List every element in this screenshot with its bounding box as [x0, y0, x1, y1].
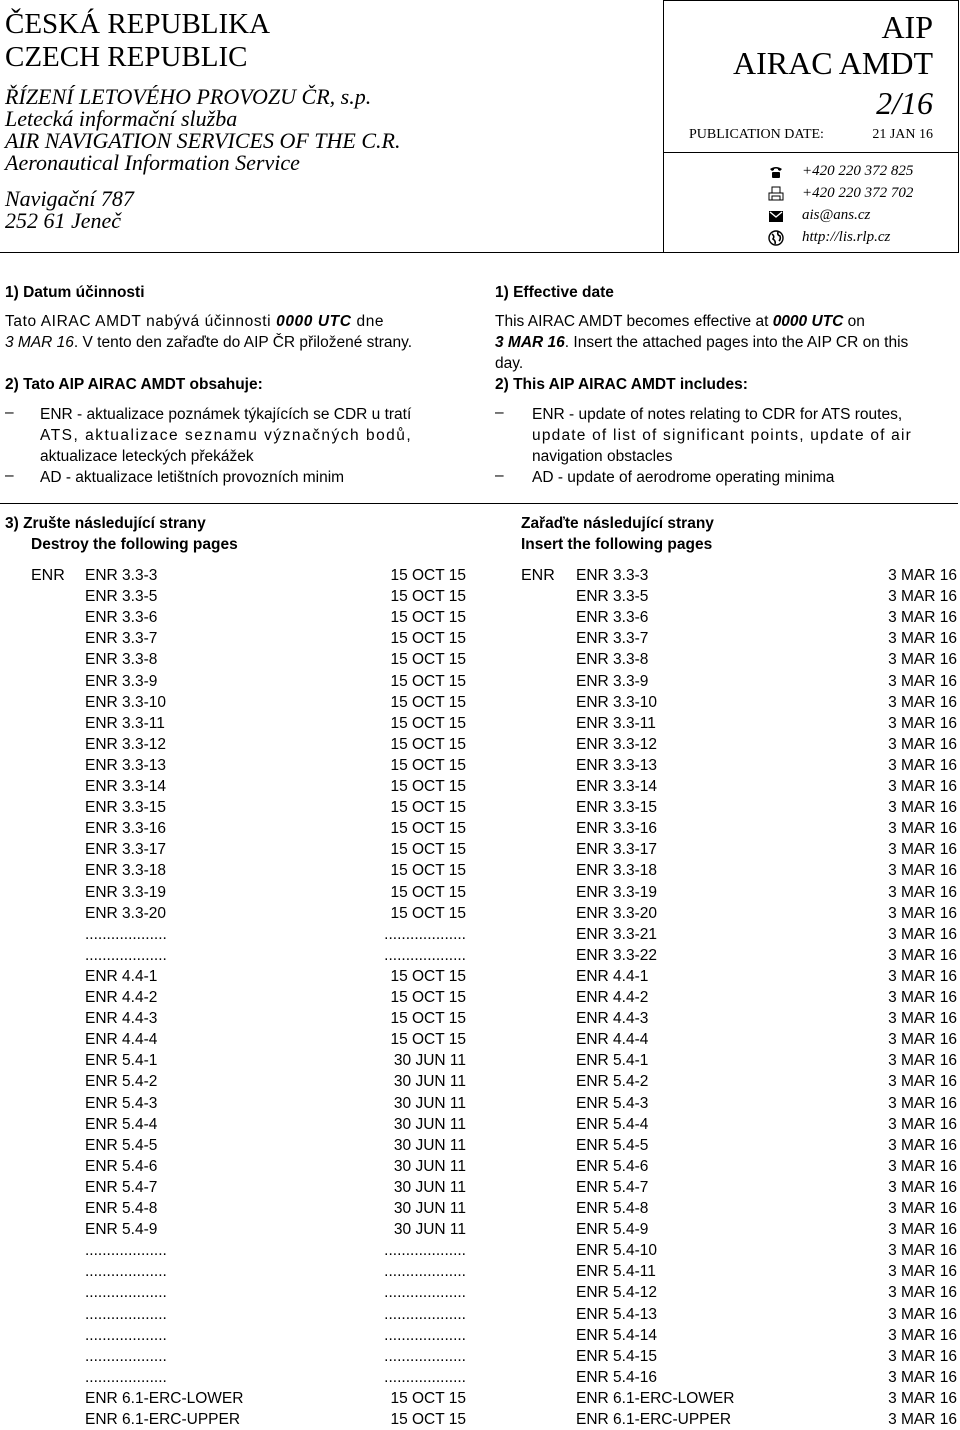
destroy-page-id: ENR 4.4-3	[85, 1010, 158, 1028]
insert-page-id: ENR 5.4-13	[576, 1305, 657, 1323]
envelope-icon	[768, 208, 784, 224]
destroy-page-date: 15 OCT 15	[390, 799, 466, 817]
insert-page-date: 3 MAR 16	[888, 1094, 957, 1112]
insert-page-date: 3 MAR 16	[888, 567, 957, 584]
insert-page-date: 3 MAR 16	[888, 1221, 957, 1239]
destroy-page-id: ...................	[85, 1347, 167, 1365]
address-city: 252 61 Jeneč	[5, 208, 122, 233]
destroy-page-id: ...................	[85, 1368, 167, 1386]
insert-page-date: 3 MAR 16	[888, 1263, 957, 1281]
insert-page-id: ENR 3.3-3	[576, 567, 649, 584]
insert-page-date: 3 MAR 16	[888, 904, 957, 922]
destroy-page-id: ...................	[85, 925, 167, 943]
insert-page-id: ENR 4.4-1	[576, 967, 649, 985]
cz-section1-line2: 3 MAR 16. V tento den zařaďte do AIP ČR přiložené strany.	[5, 334, 413, 351]
insert-page-id: ENR 3.3-20	[576, 904, 657, 922]
contact-email: ais@ans.cz	[664, 207, 958, 229]
insert-page-id: ENR 3.3-6	[576, 609, 649, 627]
destroy-page-id: ENR 5.4-3	[85, 1094, 158, 1112]
destroy-page-id: ENR 6.1-ERC-LOWER	[85, 1389, 244, 1407]
destroy-page-id: ENR 5.4-5	[85, 1136, 158, 1154]
insert-page-date: 3 MAR 16	[888, 630, 957, 648]
insert-page-id: ENR 3.3-22	[576, 946, 657, 964]
destroy-heading-cz: 3) Zrušte následující strany	[5, 515, 206, 532]
destroy-page-date: 30 JUN 11	[393, 1136, 466, 1154]
insert-page-date: 3 MAR 16	[888, 1031, 957, 1049]
destroy-page-id: ENR 3.3-20	[85, 904, 166, 922]
cz-item1: ENR - aktualizace poznámek týkajících se CDR u tratí ATS, aktualizace seznamu význačných bodů, aktualizace leteckých překážek	[40, 406, 413, 465]
destroy-page-id: ENR 3.3-10	[85, 693, 166, 711]
insert-page-date: 3 MAR 16	[888, 588, 957, 606]
insert-page-date: 3 MAR 16	[888, 841, 957, 859]
destroy-page-id: ...................	[85, 1305, 167, 1323]
amdt-box	[663, 0, 959, 253]
destroy-page-id: ENR 3.3-19	[85, 883, 166, 901]
insert-page-id: ENR 5.4-5	[576, 1136, 649, 1154]
insert-page-date: 3 MAR 16	[888, 756, 957, 774]
insert-heading-cz: Zařaďte následující strany	[521, 515, 714, 532]
insert-page-date: 3 MAR 16	[888, 1389, 957, 1407]
insert-page-id: ENR 3.3-5	[576, 588, 649, 606]
insert-page-id: ENR 5.4-8	[576, 1200, 649, 1217]
destroy-page-date: 15 OCT 15	[390, 672, 466, 690]
destroy-page-date: 15 OCT 15	[390, 609, 466, 627]
insert-page-date: 3 MAR 16	[888, 862, 957, 880]
destroy-page-date: 30 JUN 11	[393, 1094, 466, 1112]
service-en: Aeronautical Information Service	[5, 150, 300, 175]
destroy-page-id: ENR 3.3-9	[85, 672, 158, 690]
destroy-page-id: ENR 5.4-2	[85, 1073, 158, 1091]
destroy-page-date: ...................	[384, 1326, 466, 1344]
destroy-page-id: ENR 3.3-5	[85, 588, 158, 606]
insert-page-id: ENR 3.3-19	[576, 883, 657, 901]
insert-page-id: ENR 5.4-4	[576, 1115, 649, 1133]
insert-page-date: 3 MAR 16	[888, 609, 957, 627]
insert-page-date: 3 MAR 16	[888, 1136, 957, 1154]
destroy-page-date: ...................	[384, 1242, 466, 1260]
destroy-page-id: ENR 3.3-14	[85, 778, 166, 795]
destroy-page-id: ENR 3.3-13	[85, 756, 166, 774]
destroy-page-date: 15 OCT 15	[390, 778, 466, 795]
destroy-page-date: ...................	[384, 1347, 466, 1365]
issuer-block	[5, 8, 655, 232]
destroy-page-date: 30 JUN 11	[393, 1221, 466, 1239]
insert-page-date: 3 MAR 16	[888, 1052, 957, 1070]
destroy-page-id: ENR 4.4-1	[85, 967, 158, 985]
publication-date-label: PUBLICATION DATE:	[689, 127, 824, 142]
contact-fax: +420 220 372 702	[664, 185, 958, 207]
destroy-page-date: 15 OCT 15	[390, 1010, 466, 1028]
insert-page-id: ENR 5.4-14	[576, 1326, 657, 1344]
address-street: Navigační 787	[5, 186, 134, 211]
insert-page-id: ENR 3.3-15	[576, 799, 657, 817]
header-divider	[664, 152, 958, 153]
destroy-page-date: 15 OCT 15	[390, 1411, 466, 1428]
insert-page-id: ENR 5.4-16	[576, 1368, 657, 1386]
insert-page-id: ENR 6.1-ERC-UPPER	[576, 1411, 732, 1428]
insert-page-id: ENR 5.4-1	[576, 1052, 649, 1070]
insert-page-id: ENR 5.4-9	[576, 1221, 649, 1239]
web-link[interactable]: http://lis.rlp.cz	[802, 229, 891, 245]
destroy-page-id: ENR 3.3-8	[85, 651, 158, 669]
destroy-page-date: 15 OCT 15	[390, 756, 466, 774]
insert-page-date: 3 MAR 16	[888, 1305, 957, 1323]
insert-page-id: ENR 3.3-13	[576, 756, 657, 774]
destroy-page-id: ENR 4.4-2	[85, 989, 158, 1006]
insert-page-date: 3 MAR 16	[888, 1178, 957, 1196]
destroy-page-date: 15 OCT 15	[390, 714, 466, 732]
insert-page-date: 3 MAR 16	[888, 883, 957, 901]
destroy-page-id: ENR 5.4-7	[85, 1178, 158, 1196]
cz-item2: AD - aktualizace letištních provozních minim	[40, 469, 345, 486]
insert-page-date: 3 MAR 16	[888, 1010, 957, 1028]
en-section2-title: 2) This AIP AIRAC AMDT includes:	[495, 376, 748, 393]
destroy-section-label: ENR	[31, 567, 65, 584]
destroy-page-date: 15 OCT 15	[390, 989, 466, 1006]
insert-page-date: 3 MAR 16	[888, 714, 957, 732]
destroy-page-date: ...................	[384, 1263, 466, 1281]
destroy-page-id: ENR 5.4-9	[85, 1221, 158, 1239]
en-section1-line2: 3 MAR 16. Insert the attached pages into the AIP CR on this	[495, 334, 909, 351]
destroy-page-id: ENR 5.4-1	[85, 1052, 158, 1070]
insert-page-date: 3 MAR 16	[888, 1347, 957, 1365]
insert-page-date: 3 MAR 16	[888, 1284, 957, 1302]
insert-page-id: ENR 3.3-21	[576, 925, 657, 943]
insert-page-id: ENR 5.4-10	[576, 1242, 657, 1260]
contact-web	[664, 229, 958, 251]
document-header	[0, 0, 958, 253]
insert-page-id: ENR 5.4-11	[576, 1263, 656, 1281]
destroy-page-date: 30 JUN 11	[393, 1157, 466, 1175]
destroy-page-date: 15 OCT 15	[390, 862, 466, 880]
service-cz: Letecká informační služba	[5, 106, 238, 131]
destroy-page-date: 15 OCT 15	[390, 967, 466, 985]
destroy-page-date: 15 OCT 15	[390, 841, 466, 859]
insert-page-id: ENR 5.4-7	[576, 1178, 649, 1196]
insert-page-date: 3 MAR 16	[888, 735, 957, 753]
destroy-page-date: 15 OCT 15	[390, 630, 466, 648]
insert-page-id: ENR 3.3-14	[576, 778, 657, 795]
destroy-page-id: ENR 5.4-8	[85, 1200, 158, 1217]
publication-date-value: 21 JAN 16	[872, 127, 933, 142]
destroy-page-date: ...................	[384, 925, 466, 943]
globe-icon	[768, 230, 784, 246]
destroy-page-id: ENR 3.3-15	[85, 799, 166, 817]
destroy-page-id: ENR 3.3-17	[85, 841, 166, 859]
cz-section1-line1: Tato AIRAC AMDT nabývá účinnosti 0000 UTC dne	[5, 313, 385, 330]
amdt-number: 2/16	[876, 85, 933, 121]
insert-page-date: 3 MAR 16	[888, 1157, 957, 1175]
destroy-page-date: 30 JUN 11	[393, 1200, 466, 1217]
insert-page-date: 3 MAR 16	[888, 1115, 957, 1133]
insert-page-id: ENR 4.4-2	[576, 989, 649, 1006]
fax-icon	[768, 186, 784, 202]
insert-page-date: 3 MAR 16	[888, 1368, 957, 1386]
cz-section1-title: 1) Datum účinnosti	[5, 284, 145, 301]
destroy-page-date: ...................	[384, 1368, 466, 1386]
insert-page-date: 3 MAR 16	[888, 946, 957, 964]
country-en: CZECH REPUBLIC	[5, 41, 248, 73]
destroy-page-id: ...................	[85, 946, 167, 964]
insert-page-id: ENR 5.4-12	[576, 1284, 657, 1302]
destroy-page-date: 30 JUN 11	[393, 1178, 466, 1196]
destroy-page-date: 15 OCT 15	[390, 693, 466, 711]
destroy-page-date: 30 JUN 11	[393, 1073, 466, 1091]
cz-section2-title: 2) Tato AIP AIRAC AMDT obsahuje:	[5, 376, 263, 393]
destroy-page-id: ENR 3.3-16	[85, 820, 166, 838]
destroy-page-id: ENR 3.3-11	[85, 714, 165, 732]
insert-page-date: 3 MAR 16	[888, 693, 957, 711]
en-item2: AD - update of aerodrome operating minima	[532, 469, 835, 486]
insert-page-id: ENR 5.4-2	[576, 1073, 649, 1091]
insert-heading-en: Insert the following pages	[521, 536, 713, 553]
en-section1-line1: This AIRAC AMDT becomes effective at 0000 UTC on	[495, 313, 865, 330]
insert-page-date: 3 MAR 16	[888, 820, 957, 838]
insert-page-date: 3 MAR 16	[888, 672, 957, 690]
destroy-page-date: 15 OCT 15	[390, 883, 466, 901]
insert-page-id: ENR 3.3-7	[576, 630, 649, 648]
destroy-page-date: 15 OCT 15	[390, 1031, 466, 1049]
destroy-page-date: 15 OCT 15	[390, 1389, 466, 1407]
destroy-page-id: ...................	[85, 1263, 167, 1281]
destroy-heading-en: Destroy the following pages	[31, 536, 238, 553]
insert-page-date: 3 MAR 16	[888, 1326, 957, 1344]
destroy-page-date: ...................	[384, 1284, 466, 1302]
destroy-page-id: ENR 4.4-4	[85, 1031, 158, 1049]
destroy-page-date: 30 JUN 11	[393, 1115, 466, 1133]
destroy-page-date: 15 OCT 15	[390, 588, 466, 606]
insert-page-id: ENR 3.3-10	[576, 693, 657, 711]
insert-page-id: ENR 4.4-3	[576, 1010, 649, 1028]
insert-page-id: ENR 3.3-17	[576, 841, 657, 859]
insert-section-label: ENR	[521, 567, 555, 584]
insert-page-date: 3 MAR 16	[888, 925, 957, 943]
insert-page-id: ENR 5.4-6	[576, 1157, 649, 1175]
destroy-page-id: ENR 3.3-12	[85, 735, 166, 753]
org-en: AIR NAVIGATION SERVICES OF THE C.R.	[5, 128, 401, 153]
insert-page-id: ENR 3.3-18	[576, 862, 657, 880]
destroy-page-id: ENR 3.3-18	[85, 862, 166, 880]
cz-bullet-2: –	[5, 467, 14, 484]
org-cz: ŘÍZENÍ LETOVÉHO PROVOZU ČR, s.p.	[5, 84, 372, 109]
insert-page-date: 3 MAR 16	[888, 1200, 957, 1217]
destroy-page-date: 15 OCT 15	[390, 904, 466, 922]
destroy-page-id: ENR 3.3-7	[85, 630, 158, 648]
insert-page-date: 3 MAR 16	[888, 1411, 957, 1428]
insert-page-id: ENR 3.3-12	[576, 735, 657, 753]
aip-title: AIP	[881, 9, 933, 45]
amdt-title: AIRAC AMDT	[732, 45, 933, 81]
destroy-page-date: ...................	[384, 1305, 466, 1323]
en-section1-line3: day.	[495, 355, 524, 372]
destroy-page-id: ...................	[85, 1242, 167, 1260]
destroy-page-date: 15 OCT 15	[390, 651, 466, 669]
destroy-page-date: ...................	[384, 946, 466, 964]
insert-page-id: ENR 5.4-15	[576, 1347, 657, 1365]
en-item1: ENR - update of notes relating to CDR for ATS routes, update of list of significant points, update of air navigation obstacles	[532, 406, 913, 465]
en-section1-title: 1) Effective date	[495, 284, 614, 301]
destroy-page-date: 15 OCT 15	[390, 820, 466, 838]
insert-page-date: 3 MAR 16	[888, 989, 957, 1006]
cz-bullet-1: –	[5, 404, 14, 421]
insert-page-id: ENR 3.3-11	[576, 714, 656, 732]
insert-page-date: 3 MAR 16	[888, 1073, 957, 1091]
destroy-page-id: ENR 5.4-4	[85, 1115, 158, 1133]
insert-page-id: ENR 3.3-8	[576, 651, 649, 669]
insert-page-date: 3 MAR 16	[888, 799, 957, 817]
destroy-page-id: ...................	[85, 1284, 167, 1302]
destroy-page-id: ENR 3.3-3	[85, 567, 158, 584]
insert-page-id: ENR 5.4-3	[576, 1094, 649, 1112]
section-divider	[0, 503, 958, 504]
destroy-page-date: 15 OCT 15	[390, 567, 466, 584]
insert-page-id: ENR 4.4-4	[576, 1031, 649, 1049]
contact-phone: +420 220 372 825	[664, 163, 958, 185]
insert-page-date: 3 MAR 16	[888, 1242, 957, 1260]
destroy-page-date: 30 JUN 11	[393, 1052, 466, 1070]
destroy-page-date: 15 OCT 15	[390, 735, 466, 753]
destroy-page-id: ENR 3.3-6	[85, 609, 158, 627]
destroy-page-id: ENR 5.4-6	[85, 1157, 158, 1175]
destroy-page-id: ...................	[85, 1326, 167, 1344]
insert-page-id: ENR 3.3-16	[576, 820, 657, 838]
phone-icon	[768, 164, 784, 180]
insert-page-id: ENR 3.3-9	[576, 672, 649, 690]
en-bullet-1: –	[495, 404, 504, 421]
insert-page-date: 3 MAR 16	[888, 967, 957, 985]
country-cz: ČESKÁ REPUBLIKA	[5, 8, 271, 40]
en-bullet-2: –	[495, 467, 504, 484]
insert-page-date: 3 MAR 16	[888, 651, 957, 669]
insert-page-date: 3 MAR 16	[888, 778, 957, 795]
destroy-page-id: ENR 6.1-ERC-UPPER	[85, 1411, 241, 1428]
insert-page-id: ENR 6.1-ERC-LOWER	[576, 1389, 735, 1407]
